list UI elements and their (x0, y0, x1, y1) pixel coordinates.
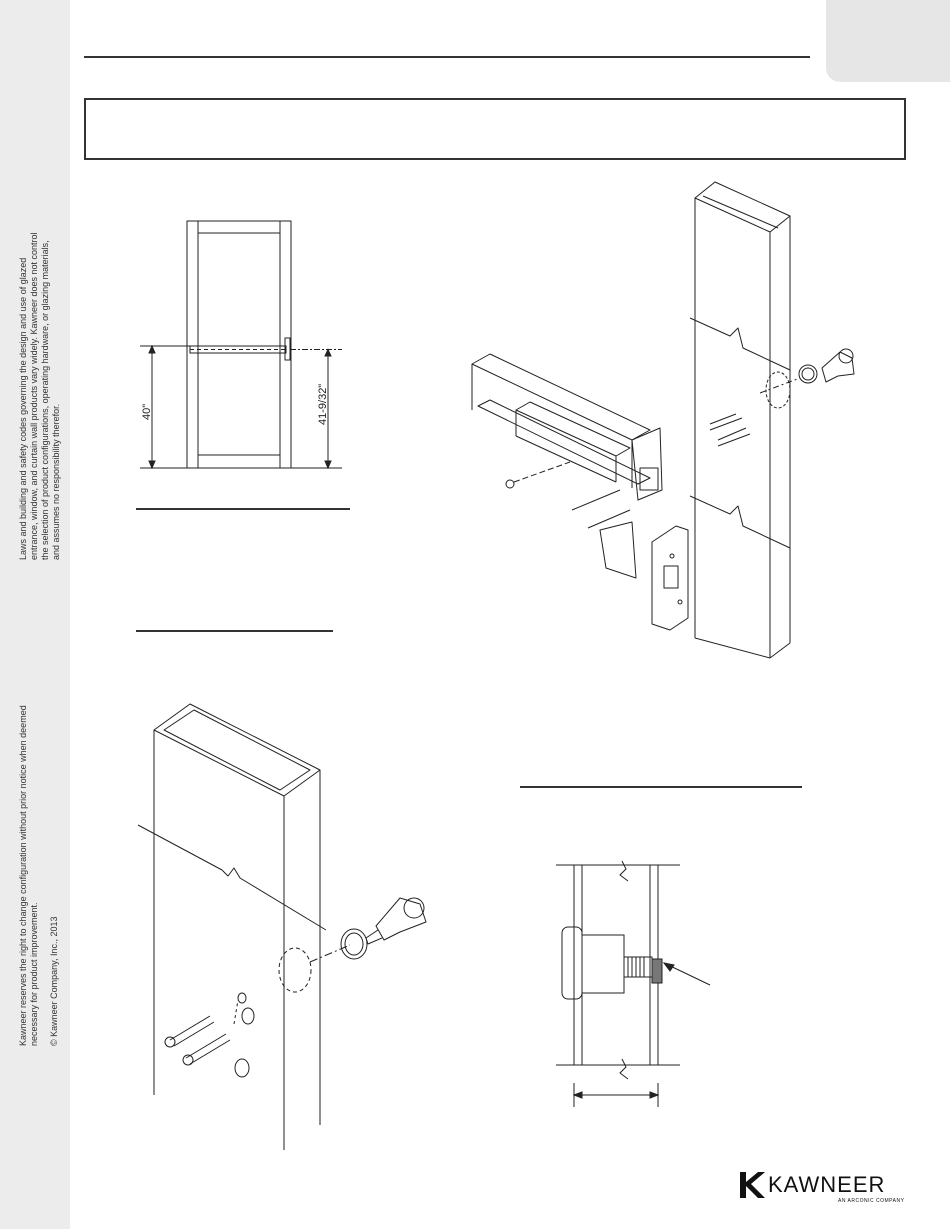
header-rule (84, 56, 810, 58)
kawneer-logo (738, 1168, 918, 1208)
disclaimer-line: the selection of product configurations, operating hardware, or glazing materials, (40, 240, 50, 560)
dim-40-label: 40" (141, 403, 153, 420)
copyright-line: © Kawneer Company, Inc., 2013 (49, 916, 59, 1046)
end-cap (652, 526, 688, 630)
door-frame-outline (187, 221, 291, 468)
page-tab (826, 0, 950, 82)
pull-ring (506, 480, 514, 488)
door-elevation-drawing (130, 215, 350, 475)
section-rule (136, 630, 333, 632)
rights-line: Kawneer reserves the right to change configuration without prior notice when deemed (18, 705, 28, 1046)
cylinder-section-drawing (540, 855, 740, 1115)
cylinder-parts (799, 349, 854, 383)
logo-tagline: AN ARCONIC COMPANY (838, 1198, 905, 1204)
cylinder-body (582, 935, 624, 993)
disclaimer-text (18, 232, 62, 560)
disclaimer-line: Laws and building and safety codes governing the design and use of glazed (18, 257, 28, 560)
mounting-screws (165, 1016, 230, 1065)
rights-line: necessary for product improvement. (29, 902, 39, 1046)
cylinder-rim (562, 927, 582, 999)
stile-cylinder-drawing (130, 700, 440, 1160)
exit-device-assembly-drawing (460, 178, 880, 668)
section-rule (520, 786, 802, 788)
end-cap-cover (600, 522, 636, 578)
cylinder-ring (341, 929, 367, 959)
disclaimer-line: entrance, window, and curtain wall products vary widely. Kawneer does not control (29, 232, 39, 560)
logo-wordmark: KAWNEER (768, 1172, 886, 1197)
kawneer-k-mark-icon (738, 1170, 766, 1200)
stile-extrusion (154, 704, 320, 1150)
rights-text (18, 705, 60, 1046)
dim-41-label: 41-9/32" (317, 383, 329, 425)
disclaimer-line: and assumes no responsibility therefor. (51, 403, 61, 560)
exit-device-rail (472, 354, 662, 500)
cylinder-cam (366, 898, 426, 944)
note-box (84, 98, 906, 160)
stile-profile (695, 182, 790, 658)
section-rule (136, 508, 350, 510)
